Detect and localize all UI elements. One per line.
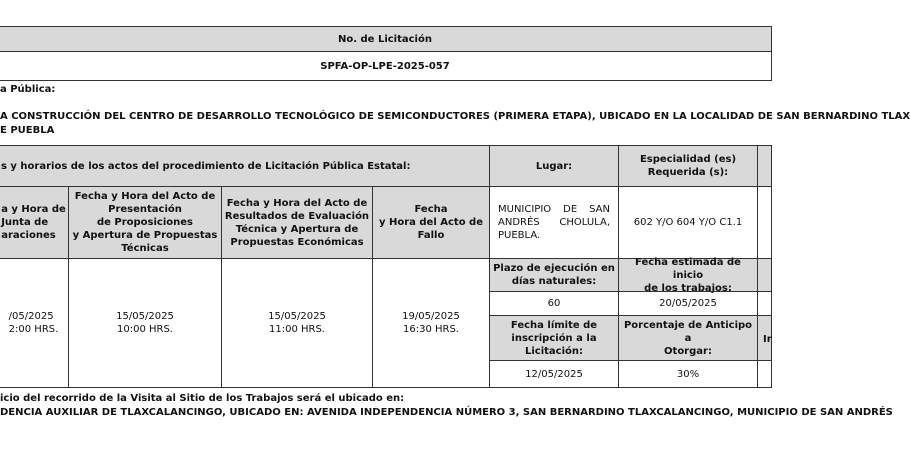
project-description-line1: A CONSTRUCCIÓN DEL CENTRO DE DESARROLLO TECNOLÓGICO DE SEMICONDUCTORES (PRIMERA ETAPA), UBICADO EN LA LOCALIDAD DE SAN BERNARDINO TLAX [0,111,910,122]
licitacion-number: SPFA-OP-LPE-2025-057 [320,60,450,72]
edge-header-cell [757,145,772,187]
plazo-value: 60 [547,298,561,309]
schedule-title: s y horarios de los actos del procedimiento de Licitación Pública Estatal: [1,161,411,172]
inscripcion-value-cell [489,360,619,388]
especialidad-header: Especialidad (es) Requerida (s): [639,154,737,178]
presentacion-value-cell [68,258,222,388]
edge-fragment: Ir [763,334,772,345]
anticipo-label: Porcentaje de Anticipo a Otorgar: [623,319,753,357]
edge-sub-cell-4 [757,360,772,388]
resultados-value-cell [221,258,373,388]
inscripcion-label: Fecha límite de inscripción a la Licitación: [510,319,598,357]
visita-address: DENCIA AUXILIAR DE TLAXCALANCINGO, UBICADO EN: AVENIDA INDEPENDENCIA NÚMERO 3, SAN BERNARDINO TLAXCALANCINGO, MUNICIPIO DE SAN ANDRÉS [0,407,893,418]
edge-sub-cell-1 [757,258,772,292]
plazo-value-cell [489,291,619,316]
junta-header: a y Hora de Junta de araciones [1,204,66,241]
project-description-line2: E PUEBLA [0,125,55,136]
junta-header-cell [0,186,69,259]
inscripcion-value: 12/05/2025 [525,368,583,380]
edge-sub-cell-2 [757,291,772,316]
inicio-value: 20/05/2025 [659,298,717,309]
licitacion-label: No. de Licitación [338,33,432,45]
inicio-value-cell [618,291,758,316]
junta-value-cell [0,258,69,388]
resultados-value: 15/05/2025 11:00 HRS. [268,311,326,335]
inscripcion-label-cell [489,315,619,361]
especialidad-value-cell [618,186,758,259]
especialidad-header-cell [618,145,758,187]
visita-title: icio del recorrido de la Visita al Sitio de los Trabajos será el ubicado en: [0,393,405,404]
fallo-header-cell [372,186,490,259]
resultados-header-cell [221,186,373,259]
inicio-label-cell [618,258,758,292]
inicio-label: Fecha estimada de inicio de los trabajos: [635,256,741,294]
fallo-header: Fecha y Hora del Acto de Fallo [379,204,483,241]
edge-sub-cell-3 [757,315,772,361]
lugar-value: MUNICIPIO DE SAN ANDRÉS CHOLULA, PUEBLA. [498,204,610,241]
section-title: a Pública: [0,84,56,95]
presentacion-value: 15/05/2025 10:00 HRS. [116,311,174,335]
anticipo-value: 30% [676,368,700,380]
schedule-title-cell [0,145,490,187]
edge-value-cell [757,186,772,259]
fallo-value: 19/05/2025 16:30 HRS. [402,311,460,335]
junta-value: /05/2025 2:00 HRS. [8,311,59,335]
lugar-value-cell [489,186,619,259]
plazo-label: Plazo de ejecución en días naturales: [493,263,615,287]
plazo-label-cell [489,258,619,292]
fallo-value-cell [372,258,490,388]
presentacion-header: Fecha y Hora del Acto de Presentación de Proposiciones y Apertura de Propuestas Técnicas [72,191,218,254]
anticipo-label-cell [618,315,758,361]
presentacion-header-cell [68,186,222,259]
anticipo-value-cell [618,360,758,388]
especialidad-value: 602 Y/O 604 Y/O C1.1 [633,217,743,228]
lugar-header-cell [489,145,619,187]
lugar-header: Lugar: [535,160,573,172]
resultados-header: Fecha y Hora del Acto de Resultados de Evaluación Técnica y Apertura de Propuestas Económicas [224,197,370,248]
